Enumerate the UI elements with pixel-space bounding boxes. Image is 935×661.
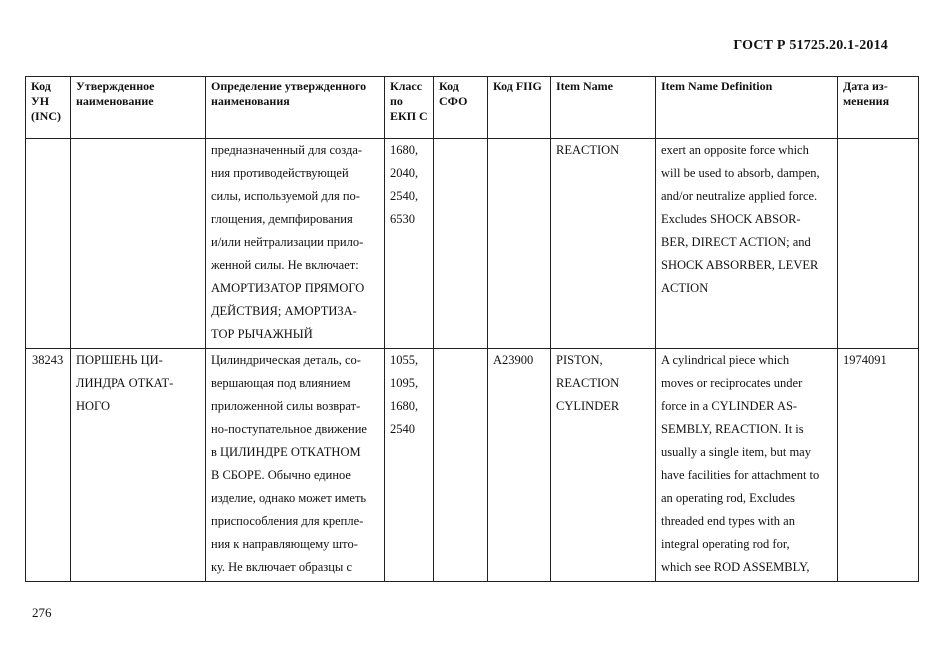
cell-text-line: 1095,: [390, 376, 419, 390]
cell-definition: [206, 139, 385, 349]
cell-text-line: REACTION: [556, 143, 620, 157]
cell-text-line: глощения, демпфирования: [211, 212, 353, 226]
cell-text-line: SEMBLY, REACTION. It is: [661, 422, 804, 436]
cell-text-line: ТОР РЫЧАЖНЫЙ: [211, 327, 313, 341]
cell-text-line: ЛИНДРА ОТКАТ-: [76, 376, 174, 390]
cell-text-line: ПОРШЕНЬ ЦИ-: [76, 353, 163, 367]
cell-ekps-class: [385, 139, 434, 349]
cell-text-line: which see ROD ASSEMBLY,: [661, 560, 810, 574]
table-row: [26, 139, 919, 349]
cell-text-line: 2540,: [390, 189, 419, 203]
cell-text-line: НОГО: [76, 399, 110, 413]
specification-table: [25, 76, 919, 582]
cell-text-line: exert an opposite force which: [661, 143, 809, 157]
page-number: 276: [32, 605, 52, 620]
header-fiig-code: Код FIIG: [488, 77, 551, 139]
cell-text-line: REACTION: [556, 376, 620, 390]
cell-text-line: Цилиндрическая деталь, со-: [211, 353, 361, 367]
cell-approved-name: [71, 139, 206, 349]
cell-text-line: ку. Не включает образцы с: [211, 560, 352, 574]
cell-text-line: Excludes SHOCK ABSOR-: [661, 212, 801, 226]
cell-text-line: SHOCK ABSORBER, LEVER: [661, 258, 819, 272]
cell-text-line: CYLINDER: [556, 399, 620, 413]
cell-text-line: АМОРТИЗАТОР ПРЯМОГО: [211, 281, 365, 295]
cell-text-line: изделие, однако может иметь: [211, 491, 367, 505]
header-change-date: Дата из-менения: [838, 77, 919, 139]
cell-text-line: BER, DIRECT ACTION; and: [661, 235, 811, 249]
cell-ekps-class: [385, 349, 434, 582]
cell-text-line: force in a CYLINDER AS-: [661, 399, 798, 413]
cell-text-line: 2040,: [390, 166, 419, 180]
cell-change-date: [838, 139, 919, 349]
table-header-row: [26, 77, 919, 139]
header-ekps-class: Класс по ЕКП С: [385, 77, 434, 139]
header-inc: Код УН (INC): [26, 77, 71, 139]
header-sfo-code: Код СФО: [434, 77, 488, 139]
cell-text-line: threaded end types with an: [661, 514, 795, 528]
cell-text-line: A cylindrical piece which: [661, 353, 790, 367]
cell-text-line: силы, используемой для по-: [211, 189, 360, 203]
cell-item-name-definition: [656, 349, 838, 582]
cell-fiig-code: [488, 139, 551, 349]
cell-item-name: [551, 139, 656, 349]
cell-inc: [26, 139, 71, 349]
cell-text-line: have facilities for attachment to: [661, 468, 820, 482]
cell-item-name: [551, 349, 656, 582]
cell-text-line: ACTION: [661, 281, 709, 295]
cell-text-line: вершающая под влиянием: [211, 376, 351, 390]
cell-text-line: PISTON,: [556, 353, 603, 367]
cell-text-line: в ЦИЛИНДРЕ ОТКАТНОМ: [211, 445, 361, 459]
cell-definition: [206, 349, 385, 582]
cell-text-line: приспособления для крепле-: [211, 514, 364, 528]
cell-text-line: integral operating rod for,: [661, 537, 790, 551]
cell-text-line: В СБОРЕ. Обычно единое: [211, 468, 351, 482]
cell-approved-name: [71, 349, 206, 582]
cell-sfo-code: [434, 139, 488, 349]
cell-text-line: ния противодействующей: [211, 166, 349, 180]
cell-text-line: и/или нейтрализации прило-: [211, 235, 364, 249]
cell-text-line: an operating rod, Excludes: [661, 491, 795, 505]
cell-text-line: ДЕЙСТВИЯ; АМОРТИЗА-: [211, 304, 357, 318]
header-definition: Определение утвержденного наименования: [206, 77, 385, 139]
cell-text-line: ния к направляющему што-: [211, 537, 358, 551]
document-standard-number: ГОСТ Р 51725.20.1-2014: [733, 38, 888, 53]
header-approved-name: Утвержденное наименование: [71, 77, 206, 139]
cell-fiig-code: A23900: [488, 349, 551, 582]
cell-text-line: 1680,: [390, 143, 419, 157]
cell-change-date: 1974091: [838, 349, 919, 582]
cell-text-line: 1680,: [390, 399, 419, 413]
cell-text-line: женной силы. Не включает:: [211, 258, 359, 272]
cell-inc: 38243: [26, 349, 71, 582]
cell-text-line: но-поступательное движение: [211, 422, 367, 436]
cell-text-line: and/or neutralize applied force.: [661, 189, 818, 203]
cell-text-line: will be used to absorb, dampen,: [661, 166, 820, 180]
cell-item-name-definition: [656, 139, 838, 349]
cell-text-line: usually a single item, but may: [661, 445, 811, 459]
cell-text-line: предназначенный для созда-: [211, 143, 363, 157]
cell-text-line: moves or reciprocates under: [661, 376, 803, 390]
cell-text-line: 6530: [390, 212, 415, 226]
cell-text-line: приложенной силы возврат-: [211, 399, 361, 413]
table-row: [26, 349, 919, 582]
cell-text-line: 2540: [390, 422, 415, 436]
cell-sfo-code: [434, 349, 488, 582]
header-item-name: Item Name: [551, 77, 656, 139]
cell-text-line: 1055,: [390, 353, 419, 367]
header-item-name-definition: Item Name Definition: [656, 77, 838, 139]
